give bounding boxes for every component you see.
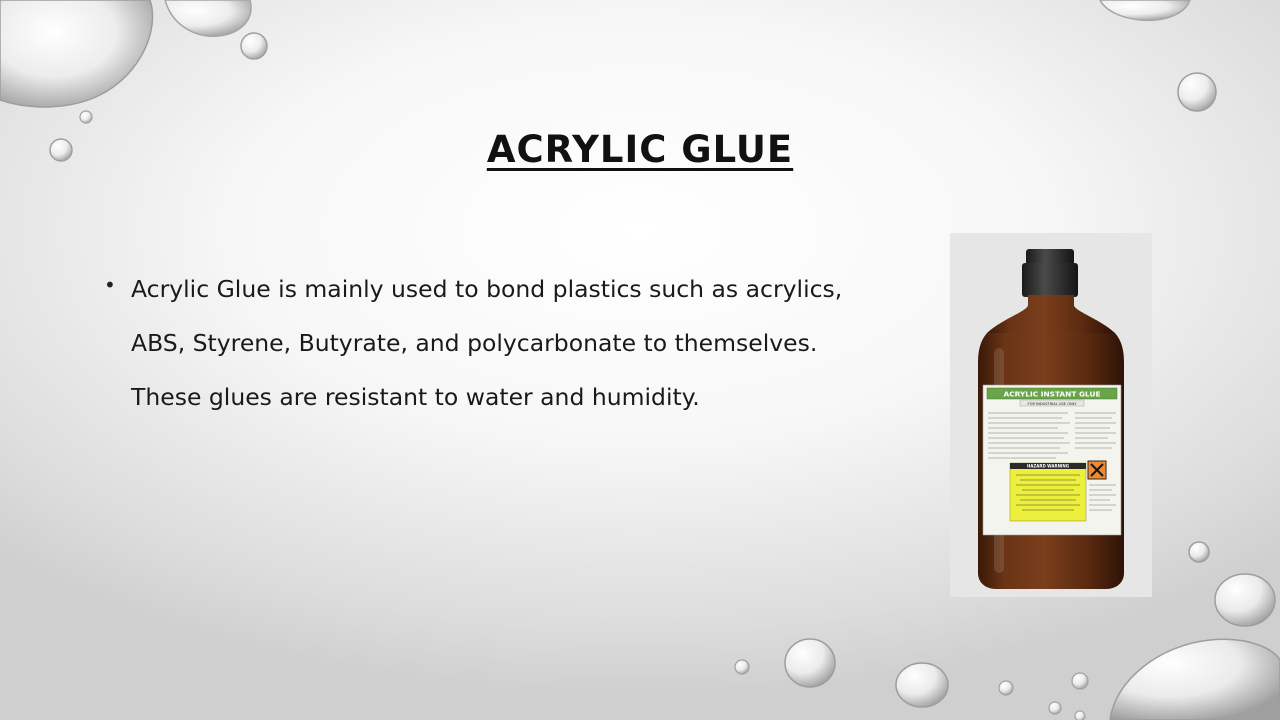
slide-title — [0, 128, 1280, 171]
bullet-dot: • — [104, 273, 116, 297]
acrylic-glue-bottle-photo — [950, 233, 1152, 597]
bullet-list — [104, 262, 844, 424]
bullet-text: Acrylic Glue is mainly used to bond plastics such as acrylics, ABS, Styrene, Butyrate, and polycarbonate to themselves. These glues are resistant to water and humidity. — [131, 275, 843, 411]
hazard-heading: HAZARD WARNING — [1026, 463, 1070, 469]
hazard-symbol-icon — [1088, 461, 1106, 479]
label-subtitle: FOR INDUSTRIAL USE ONLY — [1027, 401, 1077, 406]
slide-title-text: ACRYLIC GLUE — [486, 128, 794, 171]
bullet-item — [104, 262, 844, 424]
label-title: ACRYLIC INSTANT GLUE — [1003, 389, 1101, 399]
bottle-illustration — [950, 233, 1152, 597]
